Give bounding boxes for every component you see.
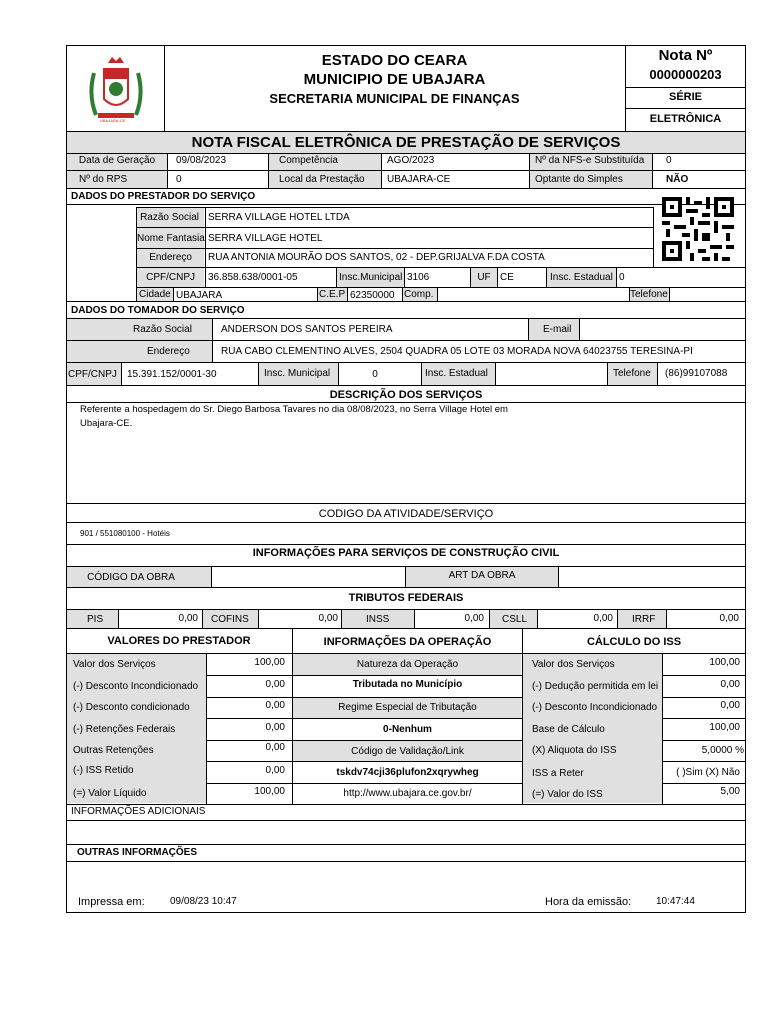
- divider: [167, 153, 168, 188]
- inss-label: INSS: [366, 614, 390, 625]
- divider: [211, 566, 212, 587]
- divider: [421, 362, 422, 385]
- iss-row-label: ISS a Reter: [532, 768, 584, 779]
- data-geracao-label: Data de Geração: [78, 155, 156, 166]
- divider: [66, 522, 746, 523]
- simples-label: Optante do Simples: [535, 174, 623, 185]
- nfse-subst-label: Nº da NFS-e Substituída: [535, 155, 645, 166]
- divider: [625, 87, 746, 88]
- descricao-title: DESCRIÇÃO DOS SERVIÇOS: [329, 389, 483, 401]
- divider: [402, 287, 403, 301]
- divider: [347, 287, 348, 301]
- irrf-value: 0,00: [719, 613, 739, 624]
- divider: [653, 207, 654, 267]
- divider: [66, 804, 746, 805]
- prestador-cpf-label: CPF/CNPJ: [146, 272, 195, 283]
- iss-row-label: (X) Aliquota do ISS: [532, 745, 617, 756]
- label-cell: [67, 341, 212, 362]
- tomador-endereco-label: Endereço: [147, 346, 190, 357]
- impressa-value: 09/08/23 10:47: [170, 896, 237, 907]
- descricao-line2: Ubajara-CE.: [80, 418, 133, 429]
- prestador-fantasia-label: Nome Fantasia: [137, 233, 205, 244]
- local-label: Local da Prestação: [279, 174, 365, 185]
- impressa-label: Impressa em:: [78, 896, 145, 908]
- operacao-row: Natureza da Operação: [356, 659, 459, 670]
- divider: [489, 609, 490, 628]
- prestador-uf-label: UF: [477, 272, 491, 283]
- divider: [136, 267, 746, 268]
- divider: [336, 267, 337, 287]
- tributos-title: TRIBUTOS FEDERAIS: [348, 592, 464, 604]
- valores-row-label: (-) Retenções Federais: [73, 724, 176, 735]
- prestador-razao: SERRA VILLAGE HOTEL LTDA: [208, 212, 350, 223]
- divider: [497, 267, 498, 287]
- prestador-cep-label: C.E.P: [319, 289, 346, 300]
- prestador-section: DADOS DO PRESTADOR DO SERVIÇO: [71, 191, 256, 202]
- prestador-telefone-label: Telefone: [630, 289, 668, 300]
- outras-title: OUTRAS INFORMAÇÕES: [77, 847, 197, 858]
- divider: [66, 188, 746, 189]
- divider: [66, 503, 746, 504]
- operacao-row: Tributada no Município: [352, 679, 463, 690]
- prestador-im-label: Insc.Municipal: [339, 272, 403, 283]
- iss-row-value: 0,00: [720, 700, 740, 711]
- hora-value: 10:47:44: [656, 896, 695, 907]
- valores-row-label: (=) Valor Líquido: [73, 788, 147, 799]
- valores-title: VALORES DO PRESTADOR: [107, 635, 251, 647]
- divider: [558, 566, 559, 587]
- prestador-cidade-label: Cidade: [139, 289, 171, 300]
- divider: [66, 385, 746, 386]
- municipal-logo: [86, 55, 146, 127]
- divider: [341, 609, 342, 628]
- irrf-label: IRRF: [632, 614, 656, 625]
- art-label: ART DA OBRA: [448, 570, 516, 581]
- prestador-cep: 62350000: [350, 290, 395, 301]
- divider: [268, 153, 269, 188]
- valores-row-value: 100,00: [254, 786, 285, 797]
- divider: [66, 861, 746, 862]
- divider: [607, 362, 608, 385]
- tomador-ie-label: Insc. Estadual: [425, 368, 488, 379]
- tomador-section: DADOS DO TOMADOR DO SERVIÇO: [71, 305, 245, 316]
- operacao-link[interactable]: http://www.ubajara.ce.gov.br/: [343, 788, 472, 799]
- valores-row-value: 0,00: [265, 765, 285, 776]
- divider: [625, 108, 746, 109]
- prestador-uf: CE: [500, 272, 514, 283]
- valores-row-label: (-) Desconto condicionado: [73, 702, 190, 713]
- prestador-ie-label: Insc. Estadual: [550, 272, 613, 283]
- nota-number: 0000000203: [649, 67, 722, 82]
- rps: 0: [176, 174, 182, 185]
- competencia-label: Competência: [279, 155, 338, 166]
- divider: [652, 153, 653, 188]
- divider: [136, 287, 746, 288]
- iss-row-label: (=) Valor do ISS: [532, 789, 603, 800]
- iss-row-value: 5,0000 %: [701, 745, 744, 756]
- valores-row-label: (-) Desconto Incondicionado: [73, 681, 199, 692]
- divider: [258, 362, 259, 385]
- valores-row-label: Valor dos Serviços: [73, 659, 156, 670]
- prestador-endereco-label: Endereço: [149, 252, 192, 263]
- valores-row-value: 0,00: [265, 700, 285, 711]
- divider: [617, 609, 618, 628]
- divider: [66, 204, 746, 205]
- tomador-email-label: E-mail: [543, 324, 572, 335]
- valores-row-label: (-) ISS Retido: [73, 765, 134, 776]
- operacao-row: 0-Nenhum: [383, 724, 432, 735]
- divider: [66, 340, 746, 341]
- divider: [579, 318, 580, 340]
- logo-caption: UBAJARA-CE: [100, 118, 126, 123]
- iss-row-value: 100,00: [709, 657, 740, 668]
- divider: [212, 318, 213, 362]
- tomador-cpf-label: CPF/CNPJ: [68, 369, 117, 380]
- prestador-im: 3106: [407, 272, 430, 283]
- prestador-fantasia: SERRA VILLAGE HOTEL: [208, 233, 323, 244]
- iss-row-label: Base de Cálculo: [532, 724, 605, 735]
- valores-row-label: Outras Retenções: [73, 745, 154, 756]
- divider: [121, 362, 122, 385]
- divider: [381, 153, 382, 188]
- divider: [528, 318, 529, 340]
- tomador-endereco: RUA CABO CLEMENTINO ALVES, 2504 QUADRA 05 LOTE 03 MORADA NOVA 64023755 TERESINA-PI: [221, 346, 693, 357]
- divider: [546, 267, 547, 287]
- rps-label: Nº do RPS: [79, 174, 128, 185]
- divider: [437, 287, 438, 301]
- divider: [404, 267, 405, 287]
- secretariat-title: SECRETARIA MUNICIPAL DE FINANÇAS: [269, 91, 520, 106]
- divider: [66, 362, 746, 363]
- iss-row-value: ( )Sim (X) Não: [676, 767, 740, 778]
- prestador-comp-label: Comp.: [404, 289, 434, 300]
- cofins-value: 0,00: [318, 613, 338, 624]
- qr-code: [662, 197, 734, 261]
- tomador-tel-label: Telefone: [613, 368, 651, 379]
- atividade-value: 901 / 551080100 - Hotéis: [80, 529, 170, 538]
- divider: [136, 248, 653, 249]
- iss-title: CÁLCULO DO ISS: [586, 636, 682, 648]
- inss-value: 0,00: [464, 613, 484, 624]
- tomador-tel: (86)99107088: [665, 368, 728, 379]
- valores-row-value: 0,00: [265, 722, 285, 733]
- data-geracao: 09/08/2023: [176, 155, 227, 166]
- divider: [205, 207, 206, 287]
- valores-row-value: 0,00: [265, 679, 285, 690]
- tomador-razao-label: Razão Social: [133, 324, 192, 335]
- cofins-label: COFINS: [211, 614, 249, 625]
- operacao-row: Código de Validação/Link: [351, 746, 464, 757]
- divider: [529, 153, 530, 188]
- divider: [173, 287, 174, 301]
- operacao-row: tskdv74cji36plufon2xqrywheg: [336, 767, 479, 778]
- csll-label: CSLL: [502, 614, 528, 625]
- local: UBAJARA-CE: [387, 174, 451, 185]
- divider: [669, 287, 670, 301]
- prestador-cpf: 36.858.638/0001-05: [208, 272, 298, 283]
- divider: [66, 544, 746, 545]
- divider: [66, 170, 746, 171]
- divider: [136, 227, 653, 228]
- adicionais-title: INFORMAÇÕES ADICIONAIS: [71, 806, 206, 817]
- divider: [66, 301, 746, 302]
- tomador-cpf: 15.391.152/0001-30: [127, 369, 217, 380]
- iss-row-label: (-) Dedução permitida em lei: [532, 681, 659, 692]
- divider: [66, 402, 746, 403]
- prestador-endereco: RUA ANTONIA MOURÃO DOS SANTOS, 02 - DEP.GRIJALVA F.DA COSTA: [208, 252, 545, 263]
- valores-row-value: 0,00: [265, 742, 285, 753]
- iss-row-label: Valor dos Serviços: [532, 659, 615, 670]
- construcao-title: INFORMAÇÕES PARA SERVIÇOS DE CONSTRUÇÃO CIVIL: [252, 547, 560, 559]
- divider: [66, 820, 746, 821]
- divider: [136, 207, 653, 208]
- nfse-subst: 0: [666, 155, 672, 166]
- pis-label: PIS: [87, 614, 104, 625]
- tomador-im: 0: [372, 369, 378, 380]
- divider: [66, 628, 746, 629]
- document-title: NOTA FISCAL ELETRÔNICA DE PRESTAÇÃO DE SERVIÇOS: [191, 134, 621, 151]
- nota-label: Nota Nº: [658, 47, 713, 64]
- tomador-im-label: Insc. Municipal: [264, 368, 331, 379]
- operacao-row: Regime Especial de Tributação: [338, 702, 477, 713]
- atividade-title: CODIGO DA ATIVIDADE/SERVIÇO: [318, 508, 494, 520]
- serie-label: SÉRIE: [668, 91, 702, 103]
- iss-row-value: 100,00: [709, 722, 740, 733]
- operacao-title: INFORMAÇÕES DA OPERAÇÃO: [323, 636, 492, 648]
- divider: [657, 362, 658, 385]
- competencia: AGO/2023: [387, 155, 435, 166]
- divider: [66, 587, 746, 588]
- iss-row-value: 0,00: [720, 679, 740, 690]
- tomador-razao: ANDERSON DOS SANTOS PEREIRA: [221, 324, 393, 335]
- serie-value: ELETRÔNICA: [649, 113, 722, 125]
- simples: NÃO: [666, 174, 689, 185]
- prestador-razao-label: Razão Social: [140, 212, 199, 223]
- state-title: ESTADO DO CEARA: [321, 52, 468, 69]
- pis-value: 0,00: [178, 613, 198, 624]
- divider: [616, 267, 617, 287]
- descricao-line1: Referente a hospedagem do Sr. Diego Barbosa Tavares no dia 08/08/2023, no Serra Village Hotel em: [80, 404, 508, 415]
- iss-row-value: 5,00: [720, 786, 740, 797]
- divider: [317, 287, 318, 301]
- valores-row-value: 100,00: [254, 657, 285, 668]
- divider: [495, 362, 496, 385]
- iss-row-label: (-) Desconto Incondicionado: [532, 702, 658, 713]
- city-title: MUNICIPIO DE UBAJARA: [303, 71, 486, 88]
- divider: [66, 844, 746, 845]
- csll-value: 0,00: [593, 613, 613, 624]
- prestador-ie: 0: [619, 272, 625, 283]
- hora-label: Hora da emissão:: [545, 896, 632, 908]
- prestador-cidade: UBAJARA: [176, 290, 223, 301]
- divider: [202, 609, 203, 628]
- obra-label: CÓDIGO DA OBRA: [87, 572, 175, 583]
